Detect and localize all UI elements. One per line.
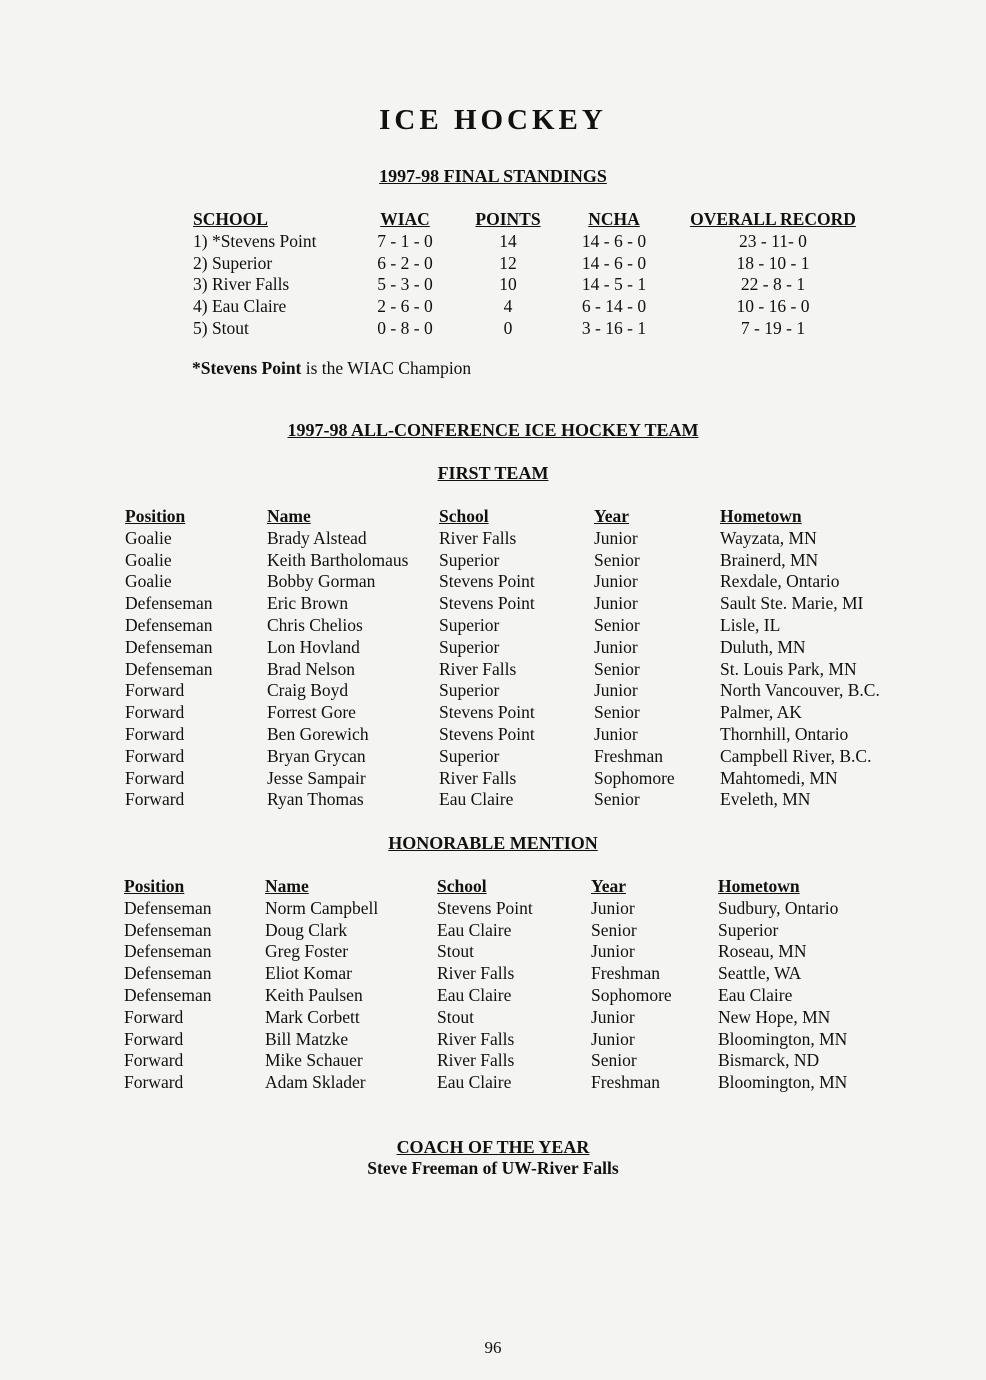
honorable-mention-row	[0, 1050, 986, 1072]
first-team-row	[0, 680, 986, 702]
cell-year: Senior	[594, 614, 640, 635]
cell-ncha: 6 - 14 - 0	[581, 296, 647, 317]
standings-row	[0, 318, 986, 340]
column-header-hometown: Hometown	[718, 876, 800, 896]
honorable-mention-table	[0, 876, 986, 1094]
honorable-mention-row	[0, 920, 986, 942]
cell-year: Junior	[594, 636, 638, 657]
cell-hometown: North Vancouver, B.C.	[720, 680, 880, 701]
cell-overall-record: 22 - 8 - 1	[740, 274, 806, 295]
column-header-overall-record: OVERALL RECORD	[690, 209, 856, 229]
champion-name: *Stevens Point	[192, 358, 302, 378]
first-team-row	[0, 593, 986, 615]
cell-position: Goalie	[125, 571, 172, 592]
cell-name: Mike Schauer	[265, 1050, 363, 1071]
cell-position: Forward	[125, 767, 185, 788]
cell-school: Stout	[437, 941, 474, 962]
first-team-row	[0, 550, 986, 572]
column-header-points: POINTS	[475, 209, 541, 229]
honorable-mention-header-row	[0, 876, 986, 898]
cell-school: Superior	[439, 680, 500, 701]
cell-hometown: Mahtomedi, MN	[720, 767, 838, 788]
cell-year: Junior	[591, 1028, 635, 1049]
honorable-mention-row	[0, 898, 986, 920]
cell-position: Defenseman	[125, 636, 213, 657]
column-header-wiac: WIAC	[380, 209, 430, 229]
cell-year: Senior	[591, 919, 637, 940]
cell-year: Junior	[594, 593, 638, 614]
standings-note	[192, 358, 471, 379]
cell-school: Superior	[439, 549, 500, 570]
cell-overall-record: 23 - 11- 0	[739, 230, 807, 251]
cell-name: Craig Boyd	[267, 680, 349, 701]
cell-year: Junior	[594, 527, 638, 548]
cell-school: 2) Superior	[193, 252, 273, 273]
cell-school: Stevens Point	[439, 702, 535, 723]
cell-year: Freshman	[594, 745, 664, 766]
cell-position: Defenseman	[125, 658, 213, 679]
standings-heading: 1997-98 FINAL STANDINGS	[379, 166, 607, 186]
cell-year: Junior	[591, 941, 635, 962]
cell-school: Eau Claire	[437, 1072, 512, 1093]
cell-hometown: Roseau, MN	[718, 941, 807, 962]
standings-header-row	[0, 209, 986, 231]
cell-hometown: Rexdale, Ontario	[720, 571, 840, 592]
cell-hometown: Lisle, IL	[720, 614, 781, 635]
cell-hometown: New Hope, MN	[718, 1006, 831, 1027]
cell-school: River Falls	[437, 1050, 515, 1071]
cell-name: Keith Paulsen	[265, 984, 363, 1005]
cell-hometown: St. Louis Park, MN	[720, 658, 857, 679]
cell-school: River Falls	[439, 527, 517, 548]
cell-points: 14	[499, 230, 517, 251]
column-header-hometown: Hometown	[720, 506, 802, 526]
cell-ncha: 3 - 16 - 1	[581, 317, 647, 338]
honorable-mention-row	[0, 1072, 986, 1094]
standings-row	[0, 296, 986, 318]
cell-wiac: 2 - 6 - 0	[377, 296, 433, 317]
honorable-mention-row	[0, 1029, 986, 1051]
cell-ncha: 14 - 6 - 0	[581, 230, 647, 251]
cell-school: Eau Claire	[439, 789, 514, 810]
cell-name: Eliot Komar	[265, 963, 352, 984]
cell-wiac: 7 - 1 - 0	[377, 230, 433, 251]
honorable-mention-heading: HONORABLE MENTION	[388, 833, 598, 853]
cell-year: Sophomore	[594, 767, 675, 788]
cell-name: Bryan Grycan	[267, 745, 366, 766]
cell-position: Forward	[124, 1028, 184, 1049]
cell-wiac: 6 - 2 - 0	[377, 252, 433, 273]
cell-school: 4) Eau Claire	[193, 296, 287, 317]
cell-year: Senior	[594, 658, 640, 679]
cell-position: Defenseman	[124, 919, 212, 940]
cell-overall-record: 7 - 19 - 1	[740, 317, 806, 338]
first-team-header-row	[0, 506, 986, 528]
cell-school: Stevens Point	[439, 593, 535, 614]
cell-hometown: Superior	[718, 919, 779, 940]
cell-school: Eau Claire	[437, 984, 512, 1005]
standings-row	[0, 253, 986, 275]
cell-name: Eric Brown	[267, 593, 349, 614]
column-header-school: School	[439, 506, 489, 526]
cell-hometown: Palmer, AK	[720, 702, 802, 723]
cell-position: Forward	[125, 680, 185, 701]
cell-school: Stevens Point	[439, 571, 535, 592]
cell-ncha: 14 - 5 - 1	[581, 274, 647, 295]
cell-hometown: Bismarck, ND	[718, 1050, 820, 1071]
cell-name: Lon Hovland	[267, 636, 360, 657]
column-header-name: Name	[265, 876, 309, 896]
cell-position: Defenseman	[124, 941, 212, 962]
column-header-year: Year	[591, 876, 626, 896]
cell-year: Senior	[594, 702, 640, 723]
cell-hometown: Eau Claire	[718, 984, 793, 1005]
cell-school: River Falls	[439, 658, 517, 679]
cell-hometown: Thornhill, Ontario	[720, 723, 849, 744]
cell-position: Goalie	[125, 549, 172, 570]
cell-position: Defenseman	[124, 984, 212, 1005]
cell-year: Junior	[591, 1006, 635, 1027]
cell-name: Ryan Thomas	[267, 789, 364, 810]
cell-name: Mark Corbett	[265, 1006, 360, 1027]
honorable-mention-row	[0, 963, 986, 985]
cell-ncha: 14 - 6 - 0	[581, 252, 647, 273]
cell-position: Forward	[124, 1006, 184, 1027]
cell-name: Brad Nelson	[267, 658, 355, 679]
cell-points: 10	[499, 274, 517, 295]
cell-school: River Falls	[437, 1028, 515, 1049]
cell-hometown: Bloomington, MN	[718, 1072, 848, 1093]
cell-hometown: Wayzata, MN	[720, 527, 817, 548]
coach-heading: COACH OF THE YEAR	[396, 1137, 590, 1157]
cell-year: Senior	[594, 549, 640, 570]
cell-name: Forrest Gore	[267, 702, 356, 723]
champion-note-text: is the WIAC Champion	[301, 358, 472, 378]
page-number: 96	[484, 1338, 502, 1357]
cell-points: 0	[503, 317, 513, 338]
page-title: ICE HOCKEY	[379, 104, 607, 136]
cell-hometown: Sudbury, Ontario	[718, 897, 839, 918]
honorable-mention-row	[0, 941, 986, 963]
cell-overall-record: 18 - 10 - 1	[736, 252, 810, 273]
cell-name: Bobby Gorman	[267, 571, 376, 592]
cell-wiac: 0 - 8 - 0	[377, 317, 433, 338]
cell-position: Forward	[124, 1050, 184, 1071]
cell-hometown: Duluth, MN	[720, 636, 806, 657]
cell-school: Superior	[439, 636, 500, 657]
column-header-school: School	[437, 876, 487, 896]
column-header-position: Position	[125, 506, 186, 526]
cell-position: Defenseman	[124, 897, 212, 918]
cell-year: Junior	[594, 723, 638, 744]
cell-name: Jesse Sampair	[267, 767, 366, 788]
cell-hometown: Campbell River, B.C.	[720, 745, 872, 766]
cell-position: Forward	[125, 789, 185, 810]
cell-school: River Falls	[437, 963, 515, 984]
first-team-row	[0, 789, 986, 811]
cell-year: Freshman	[591, 1072, 661, 1093]
column-header-year: Year	[594, 506, 629, 526]
cell-school: Stevens Point	[439, 723, 535, 744]
standings-row	[0, 274, 986, 296]
first-team-heading: FIRST TEAM	[437, 463, 549, 483]
cell-name: Chris Chelios	[267, 614, 363, 635]
cell-points: 4	[503, 296, 513, 317]
cell-school: Stevens Point	[437, 897, 533, 918]
cell-hometown: Brainerd, MN	[720, 549, 819, 570]
cell-school: River Falls	[439, 767, 517, 788]
cell-name: Adam Sklader	[265, 1072, 366, 1093]
first-team-row	[0, 615, 986, 637]
first-team-row	[0, 746, 986, 768]
cell-hometown: Seattle, WA	[718, 963, 802, 984]
cell-position: Defenseman	[124, 963, 212, 984]
cell-year: Junior	[594, 571, 638, 592]
coach-name: Steve Freeman of UW-River Falls	[367, 1158, 619, 1178]
standings-row	[0, 231, 986, 253]
column-header-name: Name	[267, 506, 311, 526]
column-header-school: SCHOOL	[193, 209, 268, 229]
cell-school: 5) Stout	[193, 317, 249, 338]
cell-school: Eau Claire	[437, 919, 512, 940]
cell-position: Forward	[125, 745, 185, 766]
cell-year: Junior	[591, 897, 635, 918]
first-team-row	[0, 528, 986, 550]
cell-position: Defenseman	[125, 614, 213, 635]
cell-name: Doug Clark	[265, 919, 348, 940]
cell-name: Brady Alstead	[267, 527, 367, 548]
cell-year: Senior	[594, 789, 640, 810]
cell-position: Forward	[124, 1072, 184, 1093]
cell-wiac: 5 - 3 - 0	[377, 274, 433, 295]
first-team-row	[0, 659, 986, 681]
cell-hometown: Bloomington, MN	[718, 1028, 848, 1049]
cell-overall-record: 10 - 16 - 0	[736, 296, 810, 317]
first-team-row	[0, 768, 986, 790]
cell-hometown: Eveleth, MN	[720, 789, 811, 810]
cell-school: Superior	[439, 745, 500, 766]
cell-school: 1) *Stevens Point	[193, 230, 317, 251]
first-team-row	[0, 571, 986, 593]
honorable-mention-row	[0, 985, 986, 1007]
cell-position: Goalie	[125, 527, 172, 548]
cell-year: Senior	[591, 1050, 637, 1071]
honorable-mention-row	[0, 1007, 986, 1029]
cell-name: Norm Campbell	[265, 897, 379, 918]
cell-school: Superior	[439, 614, 500, 635]
cell-year: Freshman	[591, 963, 661, 984]
cell-position: Defenseman	[125, 593, 213, 614]
cell-name: Greg Foster	[265, 941, 349, 962]
cell-position: Forward	[125, 702, 185, 723]
first-team-row	[0, 724, 986, 746]
cell-position: Forward	[125, 723, 185, 744]
cell-name: Bill Matzke	[265, 1028, 349, 1049]
first-team-row	[0, 702, 986, 724]
cell-points: 12	[499, 252, 517, 273]
all-conference-heading: 1997-98 ALL-CONFERENCE ICE HOCKEY TEAM	[287, 420, 699, 440]
column-header-ncha: NCHA	[588, 209, 640, 229]
column-header-position: Position	[124, 876, 185, 896]
standings-table	[0, 209, 986, 340]
cell-year: Sophomore	[591, 984, 672, 1005]
cell-school: Stout	[437, 1006, 474, 1027]
cell-hometown: Sault Ste. Marie, MI	[720, 593, 864, 614]
cell-school: 3) River Falls	[193, 274, 290, 295]
cell-year: Junior	[594, 680, 638, 701]
cell-name: Ben Gorewich	[267, 723, 369, 744]
first-team-row	[0, 637, 986, 659]
cell-name: Keith Bartholomaus	[267, 549, 409, 570]
first-team-table	[0, 506, 986, 811]
